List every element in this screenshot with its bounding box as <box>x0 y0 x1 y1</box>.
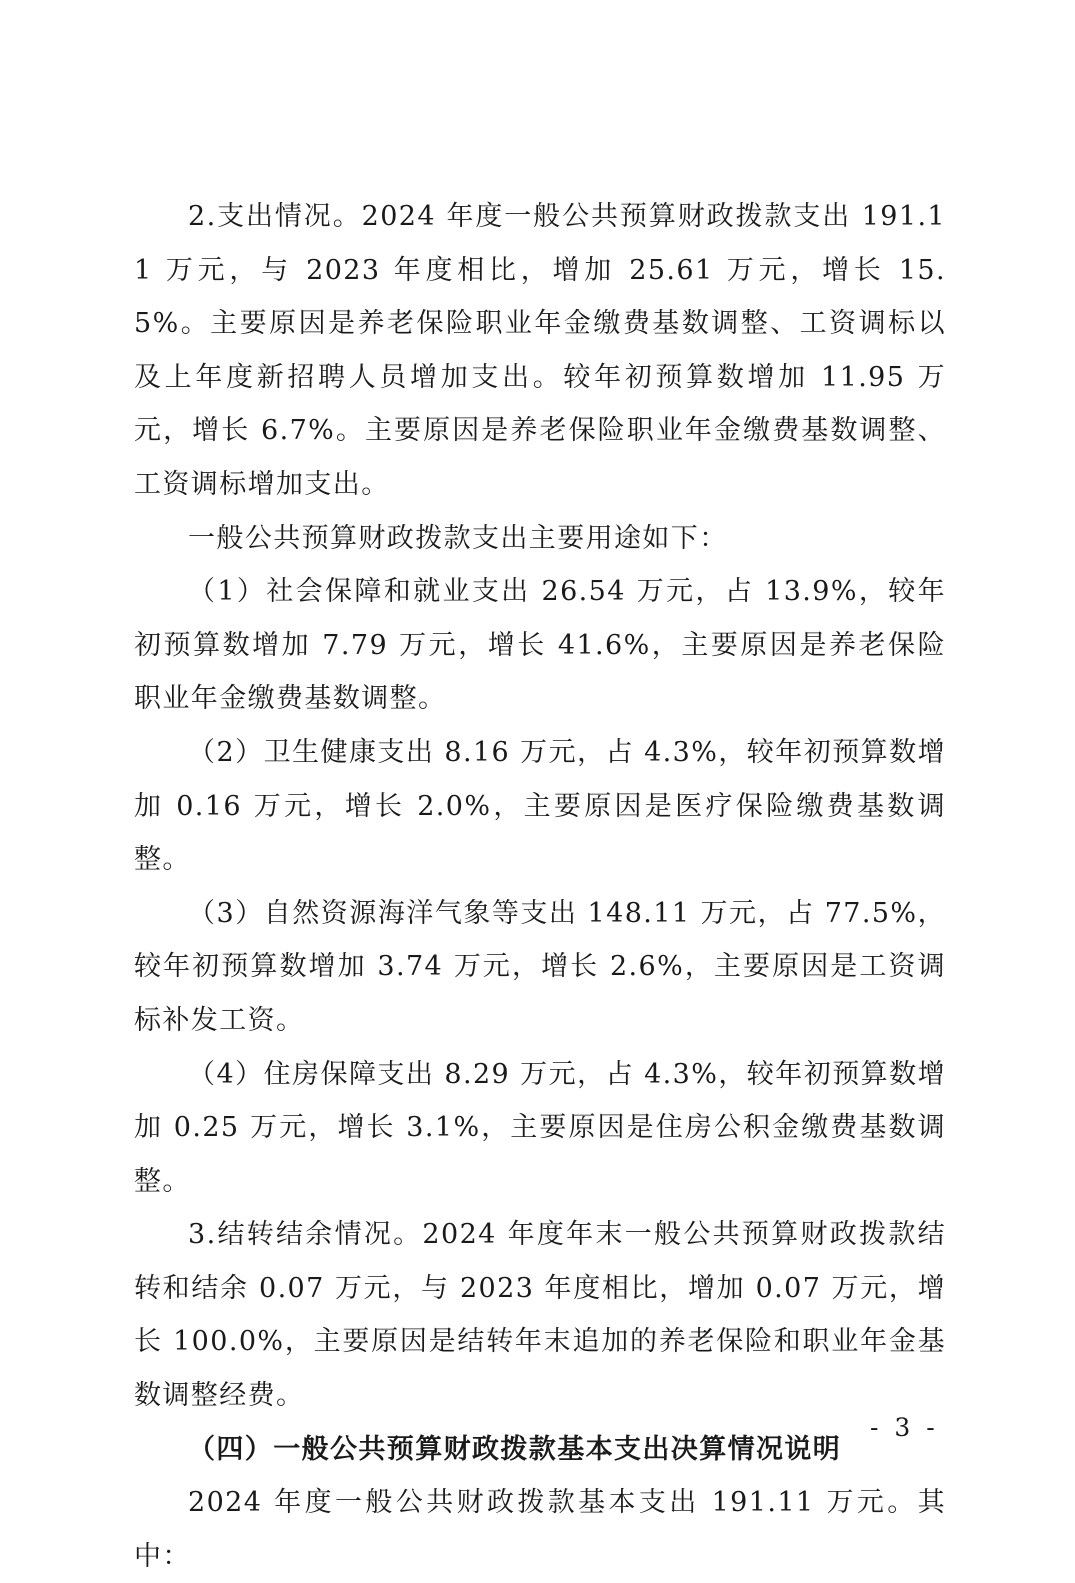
document-body <box>134 190 946 1583</box>
paragraph-main-uses-intro: 一般公共预算财政拨款支出主要用途如下： <box>188 522 728 554</box>
paragraph-expenditure-overview: 2.支出情况。2024 年度一般公共预算财政拨款支出 191.11 万元，与 2023 年度相比，增加 25.61 万元，增长 15.5%。主要原因是养老保险职业年金缴费基数调整、工资调标以及上年度新招聘人员增加支出。较年初预算数增加 11.95 万元，增长 6.7%。主要原因是养老保险职业年金缴费基数调整、工资调标增加支出。 <box>134 201 946 500</box>
paragraph-natural-resources: （3）自然资源海洋气象等支出 148.11 万元，占 77.5%，较年初预算数增加 3.74 万元，增长 2.6%，主要原因是工资调标补发工资。 <box>134 897 946 1036</box>
paragraph-housing: （4）住房保障支出 8.29 万元，占 4.3%，较年初预算数增加 0.25 万元，增长 3.1%，主要原因是住房公积金缴费基数调整。 <box>134 1058 946 1197</box>
paragraph-carryover-balance: 3.结转结余情况。2024 年度年末一般公共预算财政拨款结转和结余 0.07 万元，与 2023 年度相比，增加 0.07 万元，增长 100.0%，主要原因是结转年末追加的养老保险和职业年金基数调整经费。 <box>134 1219 946 1412</box>
page-number: - 3 - <box>870 1413 939 1442</box>
paragraph-social-security: （1）社会保障和就业支出 26.54 万元，占 13.9%，较年初预算数增加 7.79 万元，增长 41.6%，主要原因是养老保险职业年金缴费基数调整。 <box>134 576 946 715</box>
section-heading-basic-expenditure: （四）一般公共预算财政拨款基本支出决算情况说明 <box>188 1433 842 1465</box>
paragraph-health: （2）卫生健康支出 8.16 万元，占 4.3%，较年初预算数增加 0.16 万元，增长 2.0%，主要原因是医疗保险缴费基数调整。 <box>134 736 946 876</box>
paragraph-basic-expenditure: 2024 年度一般公共财政拨款基本支出 191.11 万元。其中： <box>134 1487 946 1572</box>
